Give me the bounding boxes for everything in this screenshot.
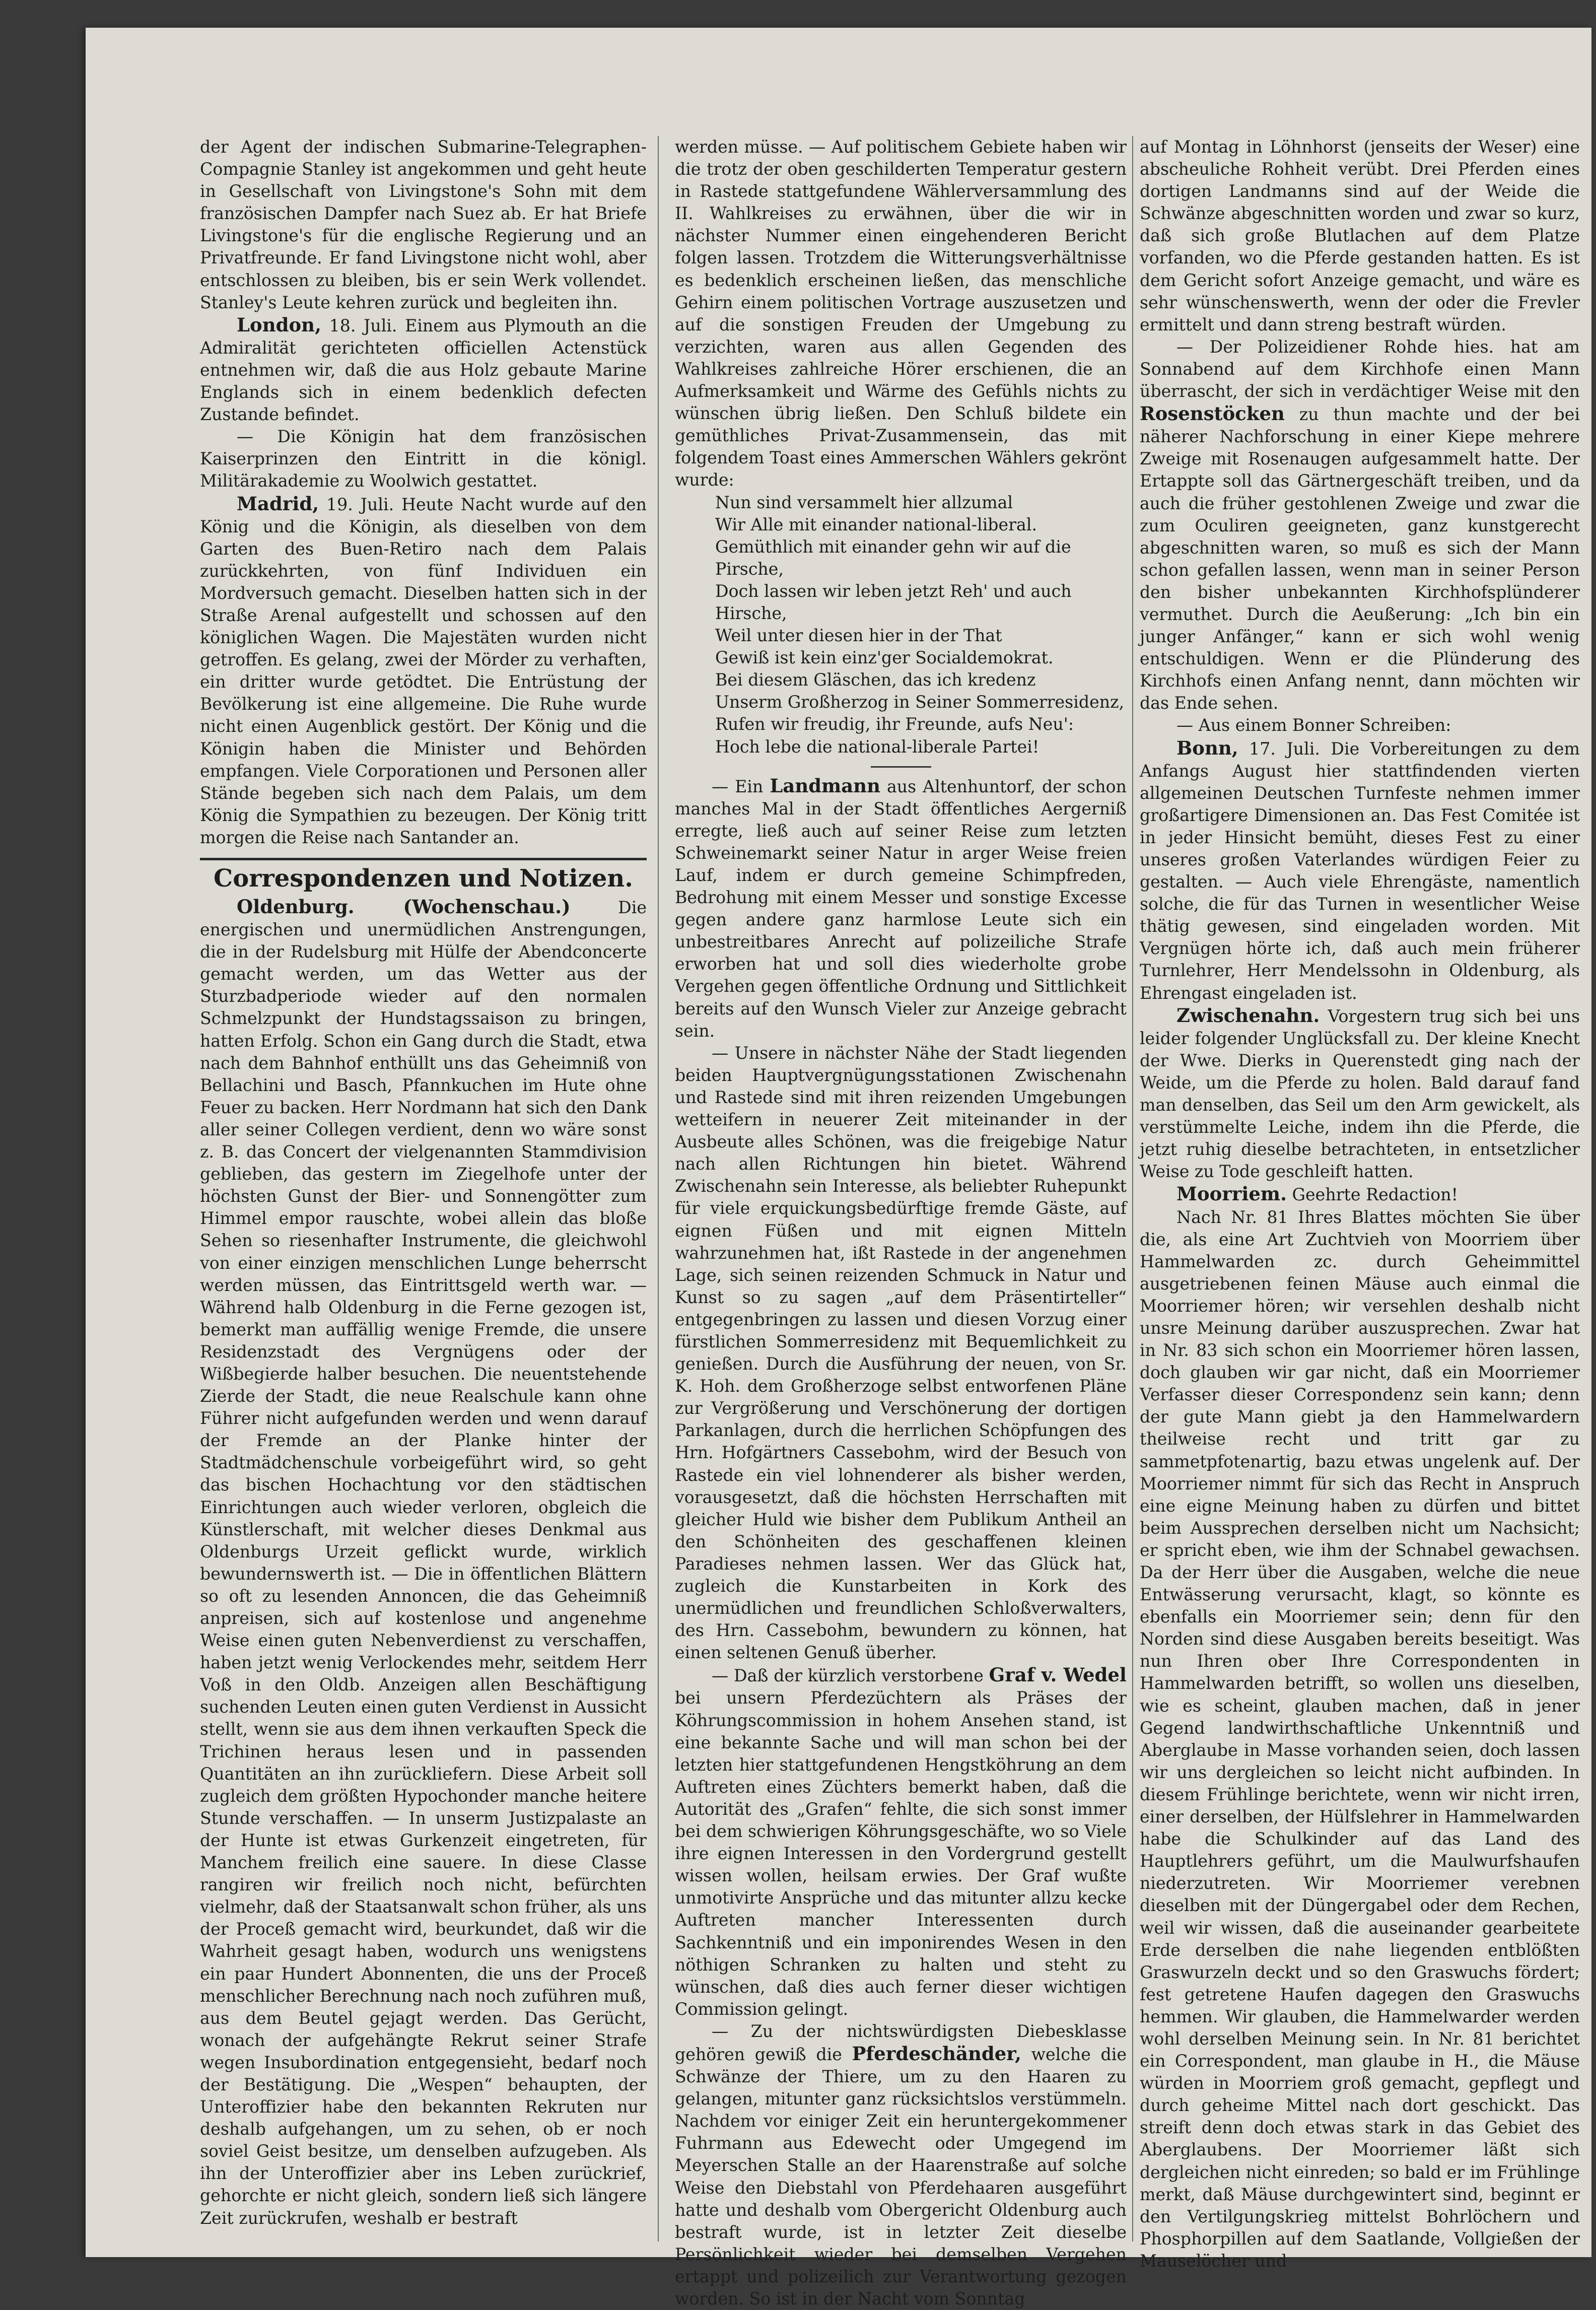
column-1 [200, 136, 647, 2229]
poem-line: Unserm Großherzog in Seiner Sommerresidenz, [715, 692, 1125, 712]
madrid-text: 19. Juli. Heute Nacht wurde auf den König und die Königin, als dieselben von dem Garten des Buen-Retiro nach dem Palais zurückkehrten, von fünf Individuen ein Mordversuch gemacht. Dieselben hatten sich in der Straße Arenal aufgestellt und schossen auf den königlichen Wagen. Die Majestäten wurden nicht getroffen. Es gelang, zwei der Mörder zu verhaften, ein dritter wurde getödtet. Die Entrüstung der Bevölkerung ist eine allgemeine. Die Ruhe wurde nicht einen Augenblick gestört. Der König und die Königin haben die Minister und Behörden empfangen. Viele Corporationen und Personen aller Stände begeben sich nach dem Palais, um dem König die Sympathien zu bezeugen. Der König tritt morgen die Reise nach Santander an. [200, 494, 647, 847]
rosen-text: zu thun machte und der bei näherer Nachforschung in einer Kiepe mehrere Zweige mit Rosenaugen aufgesammelt hatte. Der Ertappte soll das Gärtnergeschäft treiben, und da auch die früher gestohlenen Zweige und zwar die zum Oculiren geeigneten, ganz kunstgerecht abgeschnitten waren, so muß es sich der Mann schon gefallen lassen, wenn man in seiner Person den bisher unbekannten Kirchhofsplünderer vermuthet. Durch die Aeußerung: „Ich bin ein junger Anfänger,“ kann er sich wohl wenig entschuldigen. Wenn er die Plünderung des Kirchhofs einen Anfang nennt, dann möchten wir das Ende sehen. [1140, 404, 1580, 713]
landmann-lead: — Ein [712, 776, 764, 796]
rosen-lead: — Der Polizeidiener Rohde hies. hat am Sonnabend auf dem Kirchhofe einen Mann überrascht, der sich in verdächtiger Weise mit den [1140, 336, 1580, 401]
moorriem-dateline: Moorriem. [1176, 1183, 1287, 1205]
poem-line: Bei diesem Gläschen, das ich kredenz [715, 670, 1036, 690]
landmann-text: aus Altenhuntorf, der schon manches Mal in der Stadt öffentliches Aergerniß erregte, ließ auch auf seiner Reise zum letzten Schweinemarkt seiner Natur in arger Weise freien Lauf, indem er durch gemeine Schimpfreden, Bedrohung mit einem Messer und sonstige Excesse gegen andere ganz harmlose Leute sich ein unbestreitbares Anrecht auf polizeiliche Strafe erworben hat und soll dies wiederholte grobe Vergehen gegen öffentliche Ordnung und Sittlichkeit bereits auf den Wunsch Vieler zur Anzeige gebracht sein. [675, 776, 1127, 1041]
wedel-paragraph [675, 1664, 1127, 2020]
queen-paragraph: — Die Königin hat dem französischen Kaiserprinzen den Eintritt in die königl. Militärakademie zu Woolwich gestattet. [200, 427, 647, 491]
column-2 [675, 136, 1127, 2310]
wedel-keyword: Graf v. Wedel [989, 1664, 1127, 1686]
madrid-paragraph [200, 493, 647, 849]
oldenburg-dateline: Oldenburg. (Wochenschau.) [237, 896, 571, 918]
poem-line: Doch lassen wir leben jetzt Reh' und auch Hirsche, [715, 581, 1072, 623]
pferde-lead: — Zu der nichtswürdigsten Diebesklasse gehören gewiß die [675, 2021, 1127, 2064]
rastede-paragraph: werden müsse. — Auf politischem Gebiete haben wir die trotz der oben geschilderten Temperatur gestern in Rastede stattgefundene Wählerversammlung des II. Wahlkreises zu erwähnen, über die wir in nächster Nummer einen eingehenderen Bericht folgen lassen. Trotzdem die Witterungsverhältnisse es bedenklich erscheinen ließen, das menschliche Gehirn einem politischen Vortrage auszusetzen und auf die sonstigen Freuden der Umgebung zu verzichten, waren aus allen Gegenden des Wahlkreises zahlreiche Hörer erschienen, die an Aufmerksamkeit und Wärme des Gefühls nichts zu wünschen übrig ließen. Den Schluß bildete ein gemüthliches Privat-Zusammensein, das mit folgendem Toast eines Ammerschen Wählers gekrönt wurde: [675, 137, 1127, 490]
loehnhorst-paragraph: auf Montag in Löhnhorst (jenseits der Weser) eine abscheuliche Rohheit verübt. Drei Pferden eines dortigen Landmanns sind auf der Weide die Schwänze abgeschnitten worden und zwar so kurz, daß sich große Blutlachen auf dem Platze vorfanden, wo die Pferde gestanden hatten. Es ist dem Gericht sofort Anzeige gemacht, und wäre es sehr wünschenswerth, wenn der oder die Frevler ermittelt und dann streng bestraft würden. [1140, 137, 1580, 334]
zwischenahn-dateline: Zwischenahn. [1176, 1004, 1320, 1027]
landmann-keyword: Landmann [770, 774, 881, 797]
landmann-paragraph [675, 775, 1127, 1042]
poem-line: Gewiß ist kein einz'ger Socialdemokrat. [715, 648, 1054, 668]
poem-line: Nun sind versammelt hier allzumal [715, 492, 1013, 512]
bonn-text: 17. Juli. Die Vorbereitungen zu dem Anfangs August hier stattfindenden vierten allgemeinen Deutschen Turnfeste nehmen immer großartigere Dimensionen an. Das Fest Comitée ist in jeder Hinsicht bemüht, dieses Fest zu einer unseres großen Vaterlandes würdigen Feier zu gestalten. — Auch viele Ehrengäste, namentlich solche, die für das Turnen in wesentlicher Weise thätig gewesen, sind eingeladen worden. Mit Vergnügen hörte ich, daß auch mein früherer Turnlehrer, Herr Mendelssohn in Oldenburg, als Ehrengast eingeladen ist. [1140, 738, 1580, 1003]
poem-divider [871, 766, 931, 768]
section-rule [200, 858, 647, 860]
moorriem-heading-line [1140, 1183, 1580, 1206]
moorriem-salutation: Geehrte Redaction! [1292, 1185, 1458, 1205]
london-text: 18. Juli. Einem aus Plymouth an die Admiralität gerichteten officiellen Actenstück entnehmen wir, daß die aus Holz gebaute Marine Englands sich in einem bedenklich defecten Zustande befindet. [200, 315, 647, 425]
column-divider-left [658, 136, 659, 2241]
wedel-lead: — Daß der kürzlich verstorbene [712, 1666, 984, 1686]
poem-line: Weil unter diesen hier in der That [715, 626, 1002, 646]
column-divider-right [1132, 136, 1133, 2241]
section-title: Correspondenzen und Notizen. [213, 864, 633, 893]
moorriem-paragraph: Nach Nr. 81 Ihres Blattes möchten Sie über die, als eine Art Zuchtvieh von Moorriem über Hammelwarden zc. durch Geheimmittel ausgetriebenen feinen Mäuse auch einmal die Moorriemer hören; wir versehlen deshalb nicht unsre Meinung darüber auszusprechen. Zwar hat in Nr. 83 sich schon ein Moorriemer hören lassen, doch glauben wir gar nicht, daß ein Moorriemer Verfasser dieser Correspondenz sein kann; denn der gute Mann giebt ja den Hammelwardern theilweise recht und tritt gar zu sammetpfotenartig, bazu etwas ungelenk auf. Der Moorriemer nimmt für sich das Recht in Anspruch eine eigne Meinung haben zu dürfen und bittet beim Aussprechen derselben nicht um Nachsicht; er spricht eben, wie ihm der Schnabel gewachsen. Da der Herr über die Ausgaben, welche die neue Entwässerung verursacht, klagt, so könnte es ebenfalls ein Moorriemer sein; denn für den Norden sind diese Ausgaben bereits beseitigt. Was nun Ihren ober Ihre Correspondenten in Hammelwarden betrifft, so wollen uns dieselben, wie es scheint, glauben machen, daß in jener Gegend landwirthschaftliche Unkenntniß und Aberglaube in Masse vorhanden seien, doch lassen wir uns dergleichen so leicht nicht aufbinden. In diesem Frühlinge berichtete, wenn wir nicht irren, einer derselben, der Hülfslehrer in Hammelwarden habe die Schulkinder auf das Land des Hauptlehrers geführt, um die Maulwurfshaufen niederzutreten. Wir Moorriemer verebnen dieselben mit der Düngergabel oder dem Rechen, weil wir wissen, daß die auseinander gearbeitete Erde derselben die nahe liegenden entblößten Graswurzeln deckt und so den Graswuchs fördert; fest getretene Haufen dagegen den Graswuchs hemmen. Wir glauben, die Hammelwarder werden wohl derselben Meinung sein. In Nr. 81 berichtet ein Correspondent, man glaube in H., die Mäuse würden in Moorriem groß gemacht, gepflegt und durch geheime Mittel nach dort geschickt. Das streift denn doch etwas stark in das Gebiet des Aberglaubens. Der Moorriemer läßt sich dergleichen nicht einreden; so bald er im Frühlinge merkt, daß Mäuse durchgewintert sind, beginnt er den Vertilgungskrieg mittelst Bohrlöchern und Phosphorpillen auf dem Saatlande, Vollgießen der Mauselöcher und [1140, 1207, 1580, 2271]
bonner-intro: — Aus einem Bonner Schreiben: [1176, 715, 1451, 735]
pferdeschaender-paragraph [675, 2020, 1127, 2310]
bonn-paragraph [1140, 737, 1580, 1004]
rosen-keyword: Rosenstöcken [1140, 402, 1285, 425]
poem-line: Wir Alle mit einander national-liberal. [715, 514, 1037, 534]
newspaper-page [86, 28, 1591, 2308]
zwischenahn-paragraph [1140, 1004, 1580, 1183]
poem-line: Gemüthlich mit einander gehn wir auf die Pirsche, [715, 536, 1071, 579]
london-dateline: London, [237, 313, 321, 336]
london-paragraph [200, 314, 647, 426]
madrid-dateline: Madrid, [237, 492, 319, 515]
bonn-dateline: Bonn, [1176, 736, 1238, 759]
pferde-keyword: Pferdeschänder, [852, 2042, 1021, 2065]
poem-line: Hoch lebe die national-liberale Partei! [715, 736, 1039, 757]
poem-line: Rufen wir freudig, ihr Freunde, aufs Neu': [715, 714, 1074, 734]
toast-poem [675, 492, 1127, 758]
oldenburg-paragraph [200, 896, 647, 2229]
wedel-text: bei unsern Pferdezüchtern als Präses der Köhrungscommission in hohem Ansehen stand, ist eine bekannte Sache und will man schon bei der letzten hier stattgefundenen Hengstköhrung an dem Auftreten eines Züchters bemerkt haben, daß die Autorität des „Grafen“ fehlte, die sich sonst immer bei dem schwierigen Köhrungsgeschäfte, wo so Viele ihre eignen Interessen in den Vordergrund gestellt wissen wollen, heilsam erwies. Der Graf wußte unmotivirte Ansprüche und das mitunter allzu kecke Auftreten mancher Interessenten durch Sachkenntniß und ein imponirendes Wesen in den nöthigen Schranken zu halten und steht zu wünschen, daß dies auch ferner dieser wichtigen Commission gelingt. [675, 1688, 1127, 2019]
oldenburg-text: Die energischen und unermüdlichen Anstrengungen, die in der Rudelsburg mit Hülfe der Abendconcerte gemacht werden, um das Wetter aus der Sturzbadperiode wieder auf den normalen Schmelzpunkt der Hundstagssaison zu bringen, hatten Erfolg. Schon ein Gang durch die Stadt, etwa nach dem Bahnhof enthüllt uns das Geheimniß von Bellachini und Basch, Pfannkuchen im Hute ohne Feuer zu backen. Herr Nordmann hat sich den Dank aller seiner Collegen verdient, denn wo wäre sonst z. B. das Concert der vielgenannten Stammdivision geblieben, das gestern im Ziegelhofe unter der höchsten Gunst der Bier- und Sonnengötter zum Himmel empor rauschte, wobei allein das bloße Sehen so riesenhafter Instrumente, die gleichwohl von einer einzigen menschlichen Lunge beherrscht werden müssen, das Eintrittsgeld werth war. — Während halb Oldenburg in die Ferne gezogen ist, bemerkt man auffällig wenige Fremde, die unsere Residenzstadt des Vergnügens oder der Wißbegierde halber besuchen. Die neuentstehende Zierde der Stadt, die neue Realschule kann ohne Führer nicht aufgefunden werden und wenn darauf der Fremde an der Planke hinter der Stadtmädchenschule vorbeigeführt wird, so geht das bischen Hochachtung vor den städtischen Einrichtungen auch wieder verloren, obgleich die Künstlerschaft, mit welcher dieses Denkmal aus Oldenburgs Urzeit geflickt wurde, wirklich bewundernswerth ist. — Die in öffentlichen Blättern so oft zu lesenden Annoncen, die das Geheimniß anpreisen, sich auf kostenlose und angenehme Weise einen guten Nebenverdienst zu verschaffen, haben jetzt wenig Verlockendes mehr, seitdem Herr Voß in den Oldb. Anzeigen allen Beschäftigung suchenden Leuten einen guten Verdienst in Aussicht stellt, wenn sie aus dem ihnen verkauften Speck die Trichinen heraus lesen und in passenden Quantitäten an ihn zurückliefern. Diese Arbeit soll zugleich dem größten Hypochonder manche heitere Stunde verschaffen. — In unserm Justizpalaste an der Hunte ist etwas Gurkenzeit eingetreten, für Manchem freilich eine sauere. In diese Classe rangiren wir freilich noch nicht, befürchten vielmehr, daß der Staatsanwalt schon früher, als uns der Proceß gemacht wird, beurkundet, daß wir die Wahrheit gesagt haben, wodurch uns wenigstens ein paar Hundert Abonnenten, die uns der Proceß menschlicher Berechnung nach noch zuführen muß, aus dem Beutel gejagt werden. Das Gerücht, wonach der aufgehängte Rekrut seiner Strafe wegen Insubordination entgegensieht, bedarf noch der Bestätigung. Die „Wespen“ behaupten, der Unteroffizier habe den bekannten Rekruten nur deshalb aufgehangen, um zu sehen, ob er noch soviel Geist besitze, um denselben aufzugeben. Als ihn der Unteroffizier aber ins Leben zurückrief, gehorchte er nicht gleich, sondern ließ sich längere Zeit zurückrufen, weshalb er bestraft [200, 898, 647, 2228]
zwischenahn-text: Vorgestern trug sich bei uns leider folgender Unglücksfall zu. Der kleine Knecht der Wwe. Dierks in Querenstedt ging nach der Weide, um die Pferde zu holen. Bald darauf fand man denselben, das Seil um den Arm gewickelt, als verstümmelte Leiche, indem ihn die Pferde, die jetzt ruhig dieselbe betrachteten, in entsetzlicher Weise zu Tode geschleift hatten. [1140, 1006, 1580, 1182]
stanley-paragraph: der Agent der indischen Submarine-Telegraphen-Compagnie Stanley ist angekommen und geht heute in Gesellschaft von Livingstone's Sohn mit dem französischen Dampfer nach Suez ab. Er hat Briefe Livingstone's für die englische Regierung und an Privatfreunde. Er fand Livingstone nicht wohl, aber entschlossen zu bleiben, bis er sein Werk vollendet. Stanley's Leute kehren zurück und begleiten ihn. [200, 137, 647, 312]
pferde-text: welche die Schwänze der Thiere, um zu den Haaren zu gelangen, mitunter ganz rücksichtslos verstümmeln. Nachdem vor einiger Zeit ein heruntergekommener Fuhrmann aus Edewecht oder Umgegend im Meyerschen Stalle an der Haarenstraße auf solche Weise den Diebstahl von Pferdehaaren ausgeführt hatte und deshalb vom Obergericht Oldenburg auch bestraft wurde, ist in letzter Zeit dieselbe Persönlichkeit wieder bei demselben Vergehen ertappt und polizeilich zur Verantwortung gezogen worden. So ist in der Nacht vom Sonntag [675, 2044, 1127, 2308]
column-3 [1140, 136, 1580, 2272]
rosen-paragraph [1140, 336, 1580, 715]
zwischenahn-rastede-paragraph: — Unsere in nächster Nähe der Stadt liegenden beiden Hauptvergnügungsstationen Zwischenahn und Rastede sind mit ihren reizenden Umgebungen wetteifern in neuerer Zeit miteinander in der Ausbeute alles Schönen, was die freigebige Natur nach allen Richtungen hin bietet. Während Zwischenahn sein Interesse, als beliebter Ruhepunkt für viele erquickungsbedürftige fremde Gäste, auf eignen Füßen und mit eignen Mitteln wahrzunehmen hat, ißt Rastede in der angenehmen Lage, sich seinen reizenden Schmuck in Natur und Kunst so zu sagen „auf dem Präsentirteller“ entgegenbringen zu lassen und diesen Vorzug einer fürstlichen Sommerresidenz mit Bequemlichkeit zu genießen. Durch die Ausführung der neuen, von Sr. K. Hoh. dem Großherzoge selbst entworfenen Pläne zur Vergrößerung und Verschönerung der dortigen Parkanlagen, durch die herrlichen Schöpfungen des Hrn. Hofgärtners Cassebohm, wird der Besuch von Rastede ein viel lohnenderer als bisher werden, vorausgesetzt, daß die höchsten Herrschaften mit gleicher Huld wie bisher dem Publikum Antheil an den Schönheiten des geschaffenen kleinen Paradieses nehmen lassen. Wer das Glück hat, zugleich die Kunstarbeiten in Kork des unermüdlichen und freundlichen Schloßverwalters, des Hrn. Cassebohm, bewundern zu können, hat einen seltenen Genuß überher. [675, 1043, 1127, 1663]
